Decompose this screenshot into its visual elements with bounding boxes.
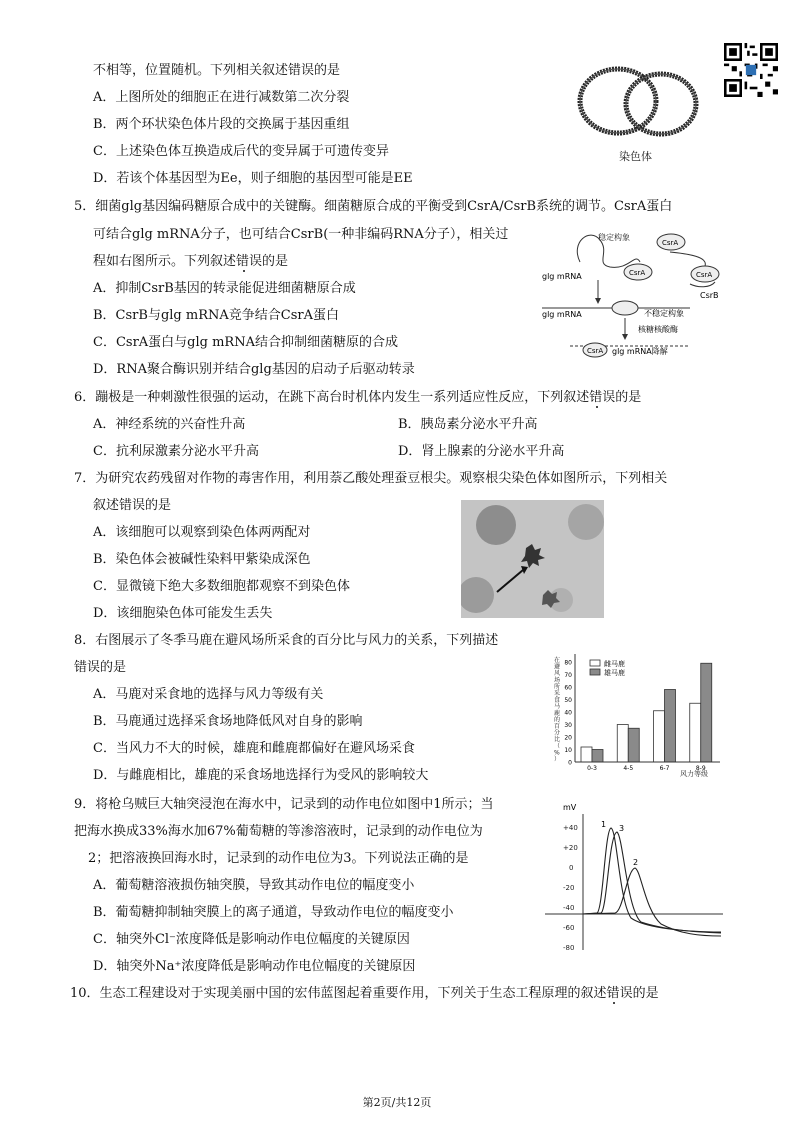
q5-stem-line1: 5．细菌glg基因编码糖原合成中的关键酶。细菌糖原合成的平衡受到CsrA/CsrB系统的调节。CsrA蛋白 — [74, 199, 673, 214]
qr-code-icon — [724, 43, 778, 97]
y-tick-label: 40 — [564, 709, 572, 717]
q7-option-c: C．显微镜下绝大多数细胞都观察不到染色体 — [93, 579, 350, 594]
stable-conformation-label: 稳定构象 — [598, 233, 630, 242]
q9-option-c: C．轴突外Cl⁻浓度降低是影响动作电位幅度的关键原因 — [93, 932, 410, 947]
bar-male-6-7 — [665, 690, 676, 763]
mv-unit-label: mV — [563, 803, 577, 812]
csra-label-1: CsrA — [662, 239, 679, 247]
q9-stem-line1: 9．将枪乌贼巨大轴突浸泡在海水中，记录到的动作电位如图中1所示；当 — [74, 797, 494, 812]
legend-swatch — [590, 660, 600, 666]
q8-option-d: D．与雌鹿相比，雄鹿的采食场地选择行为受风的影响较大 — [93, 768, 429, 783]
q5-stem-line2: 可结合glg mRNA分子，也可结合CsrB(一种非编码RNA分子），相关过 — [93, 227, 509, 242]
legend-label: 雌马鹿 — [604, 660, 625, 668]
bar-female-8-9 — [690, 703, 701, 762]
legend-swatch — [590, 669, 600, 675]
chart-x-axis-label: 风力等级 — [680, 770, 708, 778]
glg-mrna-label: glg mRNA — [542, 272, 582, 281]
x-tick-label: 6-7 — [659, 765, 670, 772]
bar-male-0-3 — [592, 750, 603, 763]
y-tick-label: 20 — [564, 734, 572, 742]
csrb-label: CsrB — [700, 291, 719, 300]
curve-1-label: 1 — [601, 820, 607, 829]
tick-label: +40 — [563, 824, 578, 832]
q4-option-a: A．上图所处的细胞正在进行减数第二次分裂 — [93, 90, 350, 105]
q5-option-a: A．抑制CsrB基因的转录能促进细菌糖原合成 — [93, 281, 356, 296]
y-tick-label: 10 — [564, 747, 572, 754]
y-tick-label: 30 — [564, 722, 572, 729]
x-tick-label: 0-3 — [587, 765, 597, 772]
y-tick-label: 50 — [564, 697, 572, 704]
q7-root-tip-micrograph — [461, 500, 604, 618]
tick-label: -20 — [563, 884, 575, 892]
csra-label-4: CsrA — [587, 347, 604, 355]
x-tick-label: 4-5 — [623, 765, 634, 772]
tick-label: +20 — [563, 844, 578, 852]
q8-wind-bar-chart — [548, 648, 728, 780]
q4-option-b: B．两个环状染色体片段的交换属于基因重组 — [93, 117, 350, 132]
q7-option-a: A．该细胞可以观察到染色体两两配对 — [93, 525, 311, 540]
q9-option-b: B．葡萄糖抑制轴突膜上的离子通道，导致动作电位的幅度变小 — [93, 905, 454, 920]
q8-stem-line2: 错误的是 — [74, 660, 127, 675]
q9-action-potential-figure — [545, 800, 725, 952]
bar-male-4-5 — [628, 728, 639, 762]
y-tick-label: 80 — [564, 659, 572, 667]
q9-stem-line2: 把海水换成33%海水加67%葡萄糖的等渗溶液时，记录到的动作电位为 — [74, 824, 483, 839]
q8-stem-line1: 8．右图展示了冬季马鹿在避风场所采食的百分比与风力的关系，下列描述 — [74, 633, 499, 648]
q6-option-c: C．抗利尿激素分泌水平升高 — [93, 444, 259, 459]
q6-option-d: D．肾上腺素的分泌水平升高 — [398, 444, 565, 459]
tick-label: 0 — [569, 864, 574, 872]
page-number-footer: 第2页/共12页 — [362, 1096, 432, 1109]
csra-label-3: CsrA — [696, 271, 713, 279]
q5-option-c: C．CsrA蛋白与glg mRNA结合抑制细菌糖原的合成 — [93, 335, 398, 350]
q8-option-b: B．马鹿通过选择采食场地降低风对自身的影响 — [93, 714, 363, 729]
q7-option-b: B．染色体会被碱性染料甲紫染成深色 — [93, 552, 311, 567]
q6-stem: 6．蹦极是一种刺激性很强的运动，在跳下高台时机体内发生一系列适应性反应，下列叙述错误的是 — [74, 390, 642, 405]
q5-csra-csrb-diagram — [540, 222, 730, 372]
bar-female-0-3 — [581, 747, 592, 762]
y-tick-label: 60 — [564, 684, 572, 692]
chart-y-axis-label: 在避风场所采食马鹿的百分比（%） — [554, 657, 561, 763]
q4-ring-chromosome-figure — [575, 62, 705, 172]
q8-option-a: A．马鹿对采食地的选择与风力等级有关 — [93, 687, 324, 702]
q9-option-d: D．轴突外Na⁺浓度降低是影响动作电位幅度的关键原因 — [93, 959, 416, 974]
q9-stem-line3: 2；把溶液换回海水时，记录到的动作电位为3。下列说法正确的是 — [88, 851, 469, 866]
bar-female-6-7 — [654, 711, 665, 762]
x-tick-label: 8-9 — [695, 765, 706, 772]
unstable-conformation-label: 不稳定构象 — [644, 309, 684, 318]
q5-option-d: D．RNA聚合酶识别并结合glg基因的启动子后驱动转录 — [93, 362, 415, 377]
q7-stem-line1: 7．为研究农药残留对作物的毒害作用，利用萘乙酸处理蚕豆根尖。观察根尖染色体如图所示，下列相关 — [74, 471, 668, 486]
q4-figure-caption: 染色体 — [619, 150, 652, 163]
tick-label: -80 — [563, 944, 575, 952]
ribonuclease-label: 核糖核酸酶 — [638, 325, 678, 334]
q6-option-b: B．胰岛素分泌水平升高 — [398, 417, 538, 432]
tick-label: -40 — [563, 904, 575, 912]
glg-mrna-label-2: glg mRNA — [542, 310, 582, 319]
curve-3-label: 3 — [619, 824, 625, 833]
q7-option-d: D．该细胞染色体可能发生丢失 — [93, 606, 273, 621]
csra-label-2: CsrA — [629, 269, 646, 277]
q10-stem: 10．生态工程建设对于实现美丽中国的宏伟蓝图起着重要作用，下列关于生态工程原理的叙述错误的是 — [70, 986, 659, 1001]
legend-label: 雄马鹿 — [604, 669, 625, 677]
tick-label: -60 — [563, 924, 575, 932]
q9-option-a: A．葡萄糖溶液损伤轴突膜，导致其动作电位的幅度变小 — [93, 878, 415, 893]
q5-stem-line3: 程如右图所示。下列叙述错误的是 — [93, 254, 289, 269]
bar-male-8-9 — [701, 663, 712, 762]
q4-option-c: C．上述染色体互换造成后代的变异属于可遗传变异 — [93, 144, 389, 159]
q5-option-b: B．CsrB与glg mRNA竞争结合CsrA蛋白 — [93, 308, 339, 323]
q8-option-c: C．当风力不大的时候，雄鹿和雌鹿都偏好在避风场采食 — [93, 741, 415, 756]
q6-option-a: A．神经系统的兴奋性升高 — [93, 417, 246, 432]
q4-option-d: D．若该个体基因型为Ee，则子细胞的基因型可能是EE — [93, 171, 413, 186]
y-tick-label: 0 — [568, 759, 572, 767]
bar-female-4-5 — [617, 725, 628, 763]
q7-stem-line2: 叙述错误的是 — [93, 498, 172, 513]
y-tick-label: 70 — [564, 672, 572, 679]
q4-intro-line: 不相等，位置随机。下列相关叙述错误的是 — [93, 63, 341, 78]
mrna-degradation-label: glg mRNA降解 — [612, 347, 668, 356]
curve-2-label: 2 — [633, 858, 639, 867]
